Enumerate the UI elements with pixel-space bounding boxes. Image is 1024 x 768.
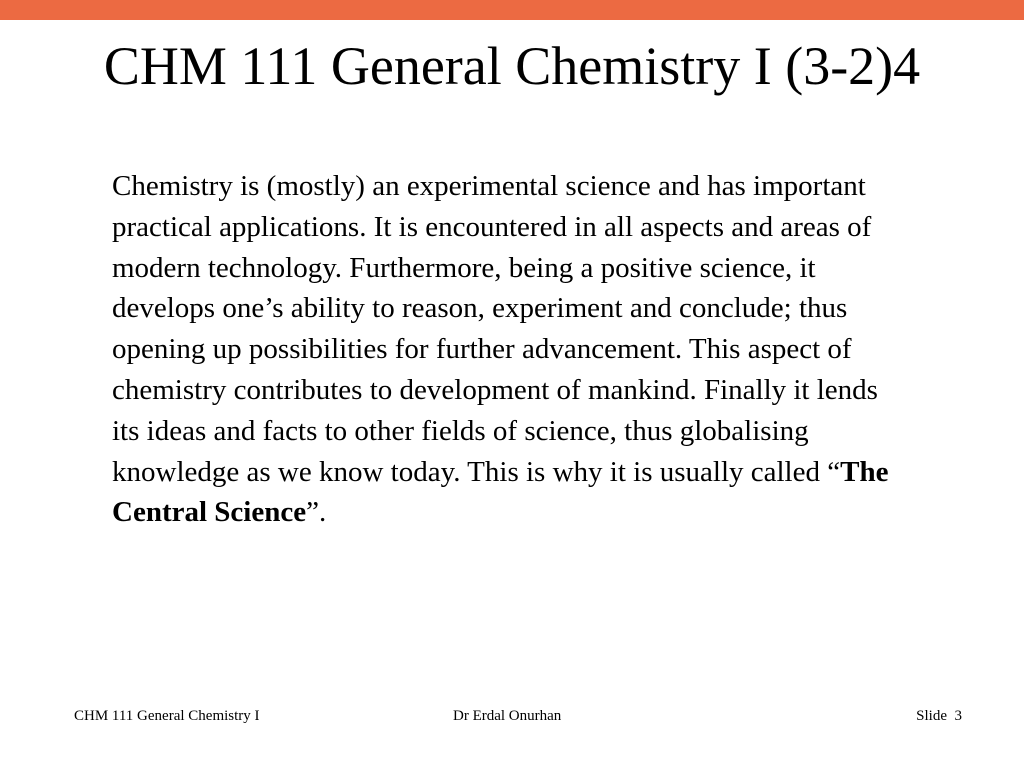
top-accent-bar — [0, 0, 1024, 20]
footer-author: Dr Erdal Onurhan — [453, 708, 562, 724]
footer-course: CHM 111 General Chemistry I — [74, 708, 260, 724]
body-text-emphasis: The Central Science — [112, 455, 889, 529]
body-text-end: ”. — [306, 496, 327, 529]
body-paragraph — [112, 166, 912, 533]
footer-slide-value: 3 — [954, 708, 962, 724]
footer-slide-label: Slide — [916, 708, 947, 724]
footer-slide-number — [916, 706, 962, 726]
slide-title: CHM 111 General Chemistry I (3-2)4 — [103, 36, 921, 96]
body-text-main: Chemistry is (mostly) an experimental science and has important practical applications. It is encountered in all aspects and areas of modern technology. Furthermore, being a positive science, it develops one’s ability to reason, experiment and conclude; thus opening up possibilities for further advancement. This aspect of chemistry contributes to development of mankind. Finally it lends its ideas and facts to other fields of science, thus globalising knowledge as we know today. This is why it is usually called “ — [112, 170, 878, 488]
